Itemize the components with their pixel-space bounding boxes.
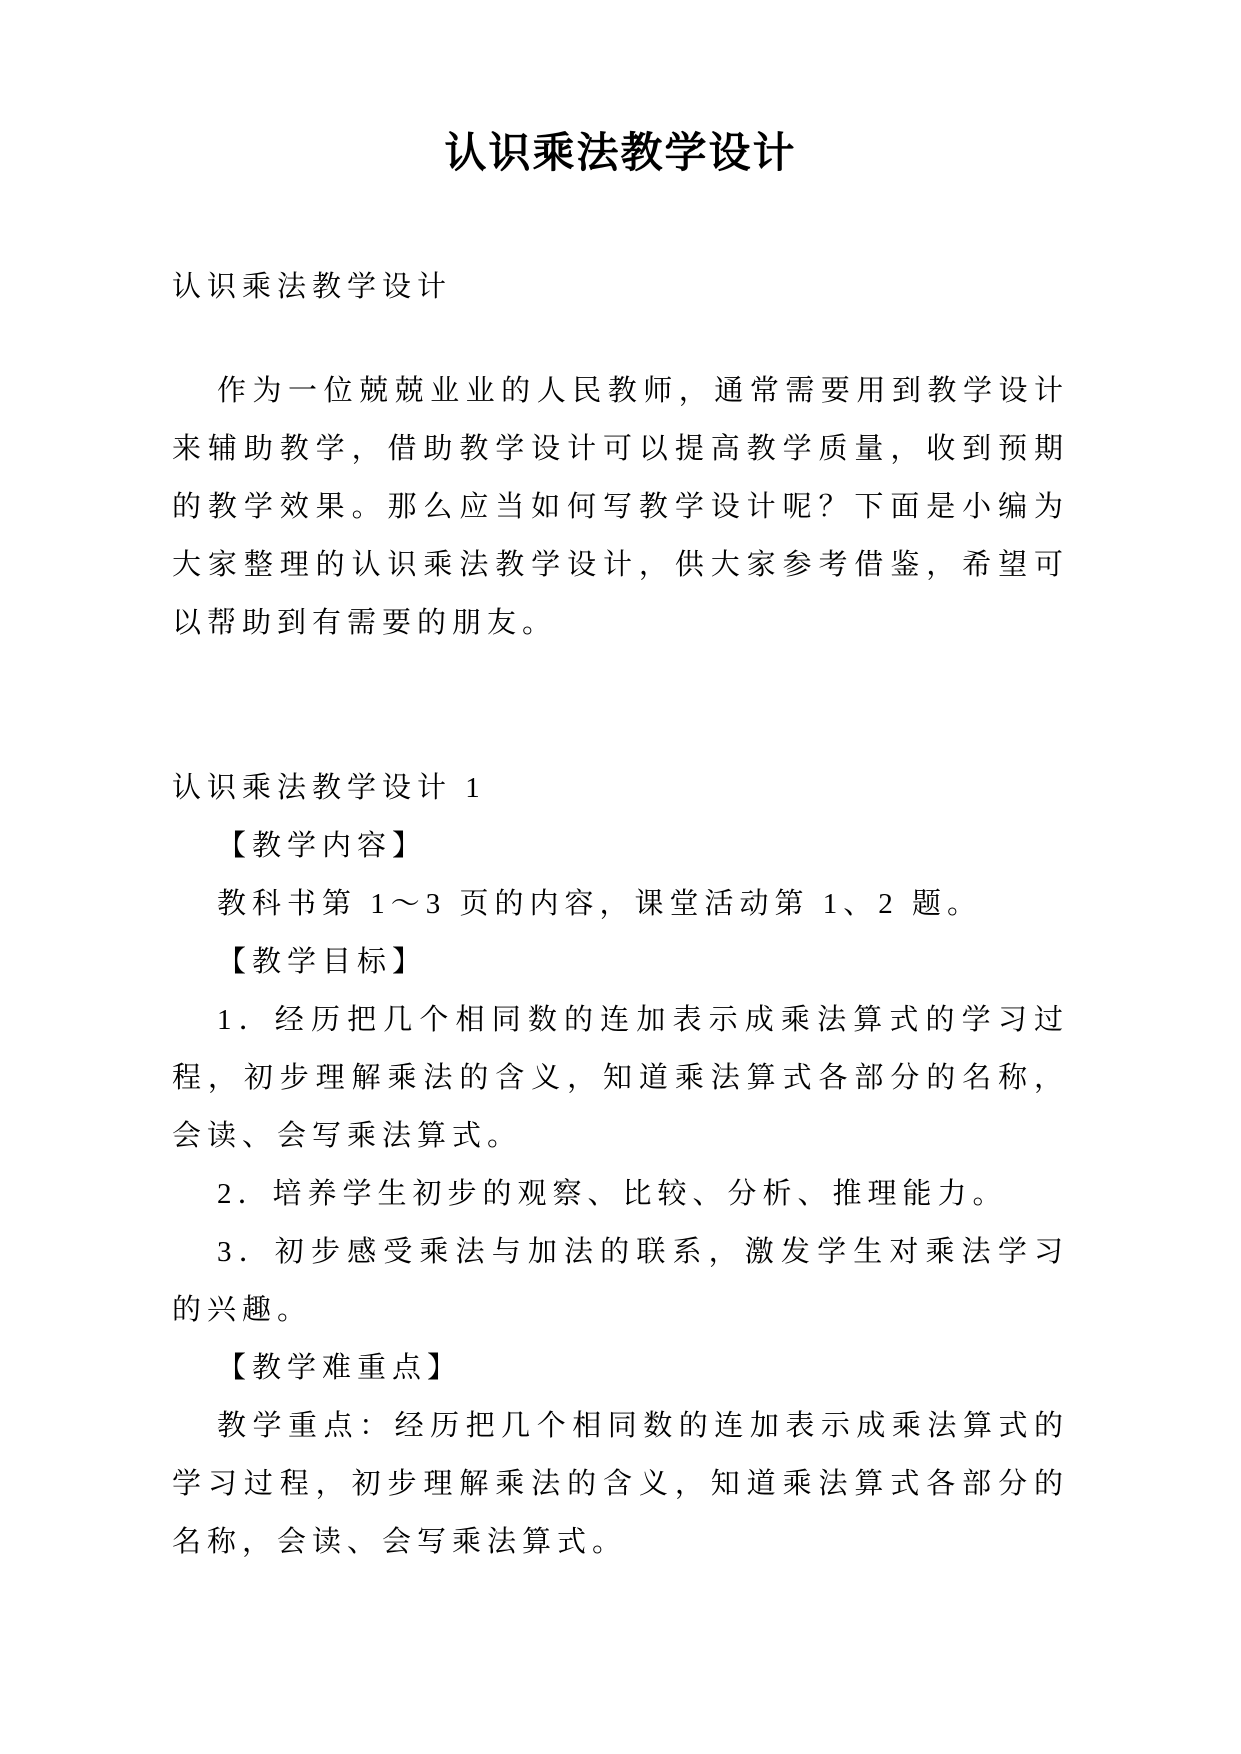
heading-teaching-key-points: 【教学难重点】 xyxy=(217,1352,463,1384)
goal-item-1: 1．经历把几个相同数的连加表示成乘法算式的学习过程，初步理解乘法的含义，知道乘法算式各部分的名称，会读、会写乘法算式。 xyxy=(172,1004,1069,1152)
goal-item-2: 2．培养学生初步的观察、比较、分析、推理能力。 xyxy=(217,1178,1008,1210)
goal-item-3: 3．初步感受乘法与加法的联系，激发学生对乘法学习的兴趣。 xyxy=(172,1236,1069,1326)
paragraph-teaching-key-points: 教学重点：经历把几个相同数的连加表示成乘法算式的学习过程，初步理解乘法的含义，知道乘法算式各部分的名称，会读、会写乘法算式。 xyxy=(172,1410,1069,1558)
document-title: 认识乘法教学设计 xyxy=(444,131,797,177)
heading-teaching-content: 【教学内容】 xyxy=(217,830,428,862)
document-subtitle: 认识乘法教学设计 xyxy=(172,271,453,303)
heading-teaching-goals: 【教学目标】 xyxy=(217,946,428,978)
intro-paragraph: 作为一位兢兢业业的人民教师，通常需要用到教学设计来辅助教学，借助教学设计可以提高教学质量，收到预期的教学效果。那么应当如何写教学设计呢？下面是小编为大家整理的认识乘法教学设计，供大家参考借鉴，希望可以帮助到有需要的朋友。 xyxy=(172,375,1069,639)
section-title-design-1: 认识乘法教学设计 1 xyxy=(172,772,486,804)
paragraph-teaching-content: 教科书第 1～3 页的内容，课堂活动第 1、2 题。 xyxy=(217,888,983,920)
